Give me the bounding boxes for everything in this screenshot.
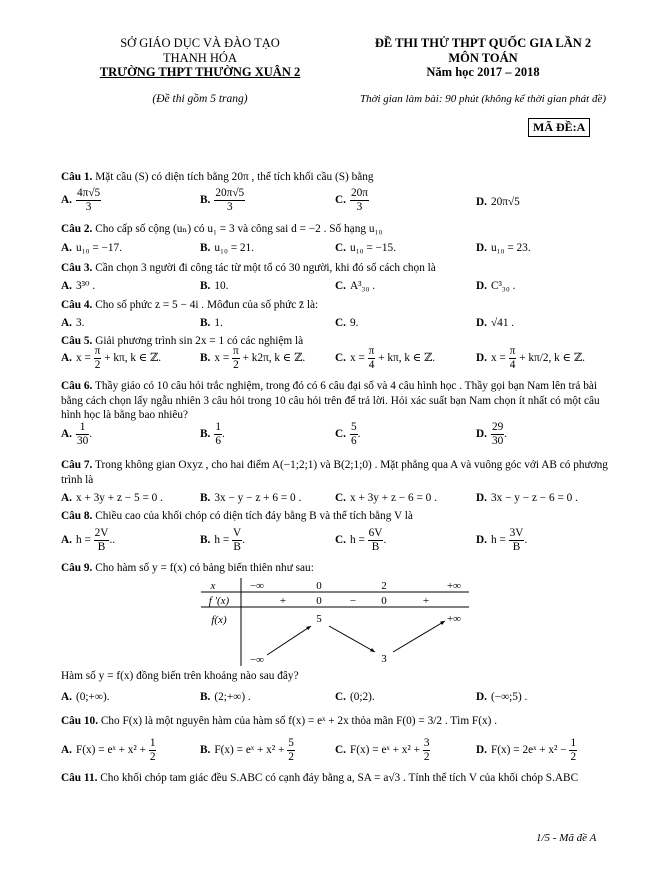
fraction <box>350 421 358 448</box>
option-a <box>61 187 101 214</box>
option-key: A. <box>61 534 72 547</box>
option-key: C. <box>335 280 346 292</box>
question-label: Câu 1. <box>61 171 93 183</box>
option-key: A. <box>61 352 72 365</box>
option-b <box>200 527 245 554</box>
question-label: Câu 9. <box>61 562 93 574</box>
question-text: Mặt cầu (S) có diện tích bằng 20π , thể tích khối cầu (S) bằng <box>92 171 374 183</box>
question-label: Câu 7. <box>61 459 93 471</box>
fraction-denominator: 30 <box>491 435 504 447</box>
option-key: D. <box>476 492 487 504</box>
option-d <box>476 345 585 372</box>
fraction-denominator: B <box>512 541 521 553</box>
fraction <box>214 187 245 214</box>
option-text: C³₃₀ . <box>490 280 516 292</box>
f-value: −∞ <box>249 654 265 666</box>
option-key: D. <box>476 280 487 292</box>
fraction <box>569 737 577 764</box>
option-key: C. <box>335 194 346 207</box>
option-a <box>61 491 163 505</box>
question-1 <box>61 170 621 185</box>
header-right <box>318 36 648 80</box>
time-note: Thời gian làm bài: 90 phút (không kể thời gian phát đề) <box>359 93 607 105</box>
fraction-denominator: B <box>233 541 241 553</box>
question-9 <box>61 561 621 576</box>
option-key: C. <box>335 317 346 329</box>
option-text: u₁₀ = −17. <box>75 242 123 254</box>
option-text: F(x) = eˣ + x² + <box>75 744 149 757</box>
option-d <box>476 690 527 704</box>
dept-line2: THANH HÓA <box>163 50 237 65</box>
option-key: A. <box>61 428 72 441</box>
option-d <box>476 491 578 505</box>
fraction-numerator: 5 <box>350 421 357 433</box>
option-text: (−∞;5) . <box>490 691 528 703</box>
question-text: Cần chọn 3 người đi công tác từ một tổ có 30 người, khi đó số cách chọn là <box>92 262 436 274</box>
question-8 <box>61 509 621 524</box>
option-key: A. <box>61 744 72 757</box>
option-key: C. <box>335 691 346 703</box>
option-key: D. <box>476 428 487 441</box>
option-c <box>335 345 435 372</box>
option-key: D. <box>476 691 487 703</box>
question-4 <box>61 298 621 313</box>
fraction <box>232 345 240 372</box>
fraction <box>94 527 110 554</box>
option-b <box>200 491 301 505</box>
fraction <box>149 737 157 764</box>
option-text: + k2π, k ∈ ℤ. <box>239 352 306 365</box>
option-text: F(x) = 2eˣ + x² − <box>490 744 570 757</box>
fraction-numerator: π <box>233 345 239 357</box>
option-key: B. <box>200 492 211 504</box>
option-d <box>476 737 577 764</box>
option-text: u₁₀ = 21. <box>214 242 255 254</box>
question-label: Câu 6. <box>61 380 93 392</box>
fraction-numerator: 29 <box>491 421 504 433</box>
x-value: 2 <box>381 580 387 592</box>
option-key: D. <box>476 744 487 757</box>
fraction-denominator: 3 <box>85 201 92 213</box>
fraction <box>76 421 89 448</box>
fraction-denominator: B <box>371 541 380 553</box>
fraction-denominator: 6 <box>215 435 222 447</box>
option-b <box>200 421 225 448</box>
option-text: h = <box>490 534 509 547</box>
fraction-numerator: 1 <box>570 737 577 749</box>
fraction-denominator: 2 <box>423 751 430 763</box>
fraction-denominator: 2 <box>94 359 101 371</box>
option-text: (0;+∞). <box>75 691 110 703</box>
f-value: 3 <box>381 653 387 665</box>
option-b <box>200 187 245 214</box>
fraction-numerator: V <box>233 527 242 539</box>
option-text: x + 3y + z − 6 = 0 . <box>349 492 437 504</box>
header-left <box>70 36 330 80</box>
option-c <box>335 279 375 293</box>
option-a <box>61 690 110 704</box>
option-key: B. <box>200 428 211 441</box>
option-key: B. <box>200 744 211 757</box>
option-key: C. <box>335 492 346 504</box>
question-text: Chiều cao của khối chóp có diện tích đáy bằng B và thể tích bằng V là <box>92 510 413 522</box>
decrease-arrow <box>329 626 375 652</box>
option-c <box>335 316 358 330</box>
option-key: D. <box>476 534 487 547</box>
increase-arrow-head <box>306 626 311 630</box>
option-text: 9. <box>349 317 359 329</box>
fraction-denominator: 2 <box>570 751 577 763</box>
fraction-denominator: 4 <box>509 359 516 371</box>
option-d <box>476 195 520 209</box>
fraction-numerator: 1 <box>149 737 156 749</box>
increase-arrow <box>267 626 311 655</box>
option-text: . <box>89 428 93 441</box>
option-d <box>476 241 531 255</box>
fraction-denominator: 3 <box>356 201 363 213</box>
option-key: A. <box>61 317 72 329</box>
f-label: f(x) <box>211 614 227 626</box>
option-key: B. <box>200 317 211 329</box>
school-name: TRƯỜNG THPT THƯỜNG XUÂN 2 <box>99 65 301 79</box>
option-d <box>476 527 527 554</box>
fraction-numerator: 1 <box>215 421 222 433</box>
variation-table <box>201 578 469 666</box>
fraction-numerator: 20π <box>350 187 368 199</box>
school-year: Năm học 2017 – 2018 <box>426 65 540 79</box>
f-value: +∞ <box>446 613 462 625</box>
question-label: Câu 10. <box>61 715 99 727</box>
option-key: C. <box>335 534 346 547</box>
fraction-denominator: 2 <box>288 751 294 763</box>
sign-value: 0 <box>381 595 387 607</box>
fraction-numerator: 3 <box>423 737 430 749</box>
sign-value: + <box>422 595 430 607</box>
option-c <box>335 690 375 704</box>
option-key: B. <box>200 242 211 254</box>
fraction-numerator: 20π√5 <box>215 187 245 199</box>
question-text: Trong không gian Oxyz , cho hai điểm A(−1;2;1) và B(2;1;0) . Mặt phẳng qua A và vuông góc với AB có phương trình là <box>61 459 608 486</box>
fraction-denominator: 3 <box>226 201 233 213</box>
question-text: Cho cấp số cộng (uₙ) có u₁ = 3 và công sai d = −2 . Số hạng u₁₀ <box>92 223 383 235</box>
question-label: Câu 11. <box>61 772 98 784</box>
option-d <box>476 316 514 330</box>
fraction <box>509 527 528 554</box>
x-label: x <box>210 580 216 592</box>
question-label: Câu 8. <box>61 510 93 522</box>
question-followup: Hàm số y = f(x) đồng biến trên khoảng nào sau đây? <box>61 670 299 682</box>
fraction <box>214 421 222 448</box>
fprime-label: f ′(x) <box>208 595 230 607</box>
option-key: C. <box>335 428 346 441</box>
option-text: .. <box>109 534 116 547</box>
question-text: Giải phương trình sin 2x = 1 có các nghiệm là <box>92 335 304 347</box>
option-key: D. <box>476 317 487 329</box>
option-text: 3x − y − z + 6 = 0 . <box>214 492 302 504</box>
option-text: 3x − y − z − 6 = 0 . <box>490 492 578 504</box>
option-key: B. <box>200 194 211 207</box>
option-b <box>200 279 228 293</box>
option-text: x = <box>214 352 233 365</box>
fraction <box>232 527 242 554</box>
fraction <box>491 421 504 448</box>
option-a <box>61 421 92 448</box>
fraction-denominator: 4 <box>368 359 375 371</box>
sign-value: 0 <box>316 595 322 607</box>
option-text: . <box>524 534 528 547</box>
option-key: B. <box>200 352 211 365</box>
fraction <box>368 527 387 554</box>
fraction-numerator: 6V <box>368 527 383 539</box>
question-label: Câu 4. <box>61 299 93 311</box>
fraction-numerator: 1 <box>76 421 89 435</box>
option-b <box>200 345 305 372</box>
option-a <box>61 345 161 372</box>
option-text: + kπ/2, k ∈ ℤ. <box>516 352 585 365</box>
option-text: A³₃₀ . <box>349 280 376 292</box>
fraction <box>76 187 101 214</box>
option-text: 1. <box>214 317 223 329</box>
x-value: −∞ <box>249 580 265 592</box>
fraction-denominator: B <box>97 541 106 553</box>
option-b <box>200 690 251 704</box>
fraction-denominator: 2 <box>233 359 239 371</box>
option-key: A. <box>61 280 72 292</box>
x-value: +∞ <box>446 580 462 592</box>
option-key: B. <box>200 534 211 547</box>
f-value: 5 <box>316 613 322 625</box>
option-b <box>200 737 295 764</box>
question-text: Cho số phức z = 5 − 4i . Môđun của số phức z̄ là: <box>92 299 319 311</box>
exam-title: ĐỀ THI THỬ THPT QUỐC GIA LẦN 2 <box>374 36 592 50</box>
question-7 <box>61 458 621 487</box>
fraction-numerator: 4π√5 <box>76 187 101 199</box>
option-b <box>200 316 223 330</box>
option-text: x + 3y + z − 5 = 0 . <box>75 492 163 504</box>
option-key: B. <box>200 691 211 703</box>
fraction <box>423 737 431 764</box>
option-a <box>61 527 115 554</box>
question-label: Câu 2. <box>61 223 93 235</box>
option-key: C. <box>335 352 346 365</box>
option-text: 3. <box>75 317 85 329</box>
option-key: C. <box>335 744 346 757</box>
option-c <box>335 421 360 448</box>
x-value: 0 <box>316 580 322 592</box>
fraction-numerator: 2V <box>94 527 109 539</box>
option-text: x = <box>349 352 368 365</box>
question-text: Thầy giáo có 10 câu hỏi trắc nghiệm, trong đó có 6 câu đại số và 4 câu hình học . Thầy gọi bạn Nam lên trả bài bằng cách chọn lấy ngẫu nhiên 3 câu hỏi trong 10 câu hỏi trên để trả lời. Hỏi xác suất bạn Nam chọn ít nhất có một câu hình học là bằng bao nhiêu? <box>61 380 600 421</box>
question-10 <box>61 714 621 729</box>
exam-code-box: MÃ ĐỀ:A <box>528 118 590 137</box>
option-text: h = <box>75 534 94 547</box>
option-key: D. <box>476 352 487 365</box>
fraction-numerator: 3V <box>509 527 524 539</box>
option-text: x = <box>75 352 94 365</box>
option-d <box>476 279 515 293</box>
option-text: + kπ, k ∈ ℤ. <box>375 352 436 365</box>
question-3 <box>61 261 621 276</box>
question-label: Câu 5. <box>61 335 93 347</box>
question-6 <box>61 379 621 423</box>
question-text: Cho F(x) là một nguyên hàm của hàm số f(x) = eˣ + 2x thỏa mãn F(0) = 3/2 . Tìm F(x) . <box>98 715 498 727</box>
option-key: A. <box>61 242 72 254</box>
question-label: Câu 3. <box>61 262 93 274</box>
fraction-denominator: 2 <box>149 751 156 763</box>
option-text: (0;2). <box>349 691 375 703</box>
sign-value: − <box>349 595 357 607</box>
option-a <box>61 316 84 330</box>
option-text: . <box>383 534 387 547</box>
fraction-numerator: π <box>509 345 516 357</box>
option-text: . <box>357 428 361 441</box>
fraction-denominator: 6 <box>350 435 357 447</box>
option-text: x = <box>490 352 509 365</box>
fraction <box>350 187 369 214</box>
sign-value: + <box>279 595 287 607</box>
dept-line1: SỞ GIÁO DỤC VÀ ĐÀO TẠO <box>120 36 280 50</box>
increase-arrow <box>393 621 445 652</box>
option-text: h = <box>214 534 233 547</box>
question-text: Cho khối chóp tam giác đều S.ABC có cạnh đáy bằng a, SA = a√3 . Tính thể tích V của khối chóp S.ABC <box>97 772 579 784</box>
option-c <box>335 241 396 255</box>
option-text: u₁₀ = 23. <box>490 242 531 254</box>
option-text: F(x) = eˣ + x² + <box>214 744 288 757</box>
pages-note: (Đề thi gồm 5 trang) <box>152 93 248 105</box>
option-c <box>335 737 430 764</box>
fraction <box>287 737 295 764</box>
option-key: A. <box>61 194 72 207</box>
option-d <box>476 421 507 448</box>
option-key: D. <box>476 242 487 254</box>
question-text: Cho hàm số y = f(x) có bảng biến thiên như sau: <box>92 562 314 574</box>
option-text: 3³⁰ . <box>75 280 96 292</box>
option-key: A. <box>61 691 72 703</box>
fraction-denominator: 30 <box>76 435 89 447</box>
option-a <box>61 279 95 293</box>
option-c <box>335 527 386 554</box>
option-text: (2;+∞) . <box>214 691 251 703</box>
option-text: 10. <box>214 280 229 292</box>
option-text: u₁₀ = −15. <box>349 242 397 254</box>
option-text: . <box>222 428 225 441</box>
option-c <box>335 187 369 214</box>
option-text: . <box>242 534 246 547</box>
option-text: F(x) = eˣ + x² + <box>349 744 423 757</box>
subject: MÔN TOÁN <box>448 50 518 65</box>
question-11 <box>61 771 621 786</box>
option-a <box>61 241 122 255</box>
option-key: A. <box>61 492 72 504</box>
option-text: . <box>504 428 508 441</box>
option-c <box>335 491 437 505</box>
question-2 <box>61 222 621 237</box>
option-a <box>61 737 156 764</box>
fraction-numerator: π <box>94 345 101 357</box>
option-text: 20π√5 <box>490 196 520 208</box>
fraction-numerator: 5 <box>288 737 294 749</box>
option-text: + kπ, k ∈ ℤ. <box>101 352 162 365</box>
option-b <box>200 241 254 255</box>
fraction-numerator: π <box>368 345 375 357</box>
page-footer: 1/5 - Mã đề A <box>536 832 597 844</box>
option-key: C. <box>335 242 346 254</box>
option-text: h = <box>349 534 368 547</box>
option-text: √41 . <box>490 317 515 329</box>
option-key: B. <box>200 280 211 292</box>
option-key: D. <box>476 196 487 208</box>
